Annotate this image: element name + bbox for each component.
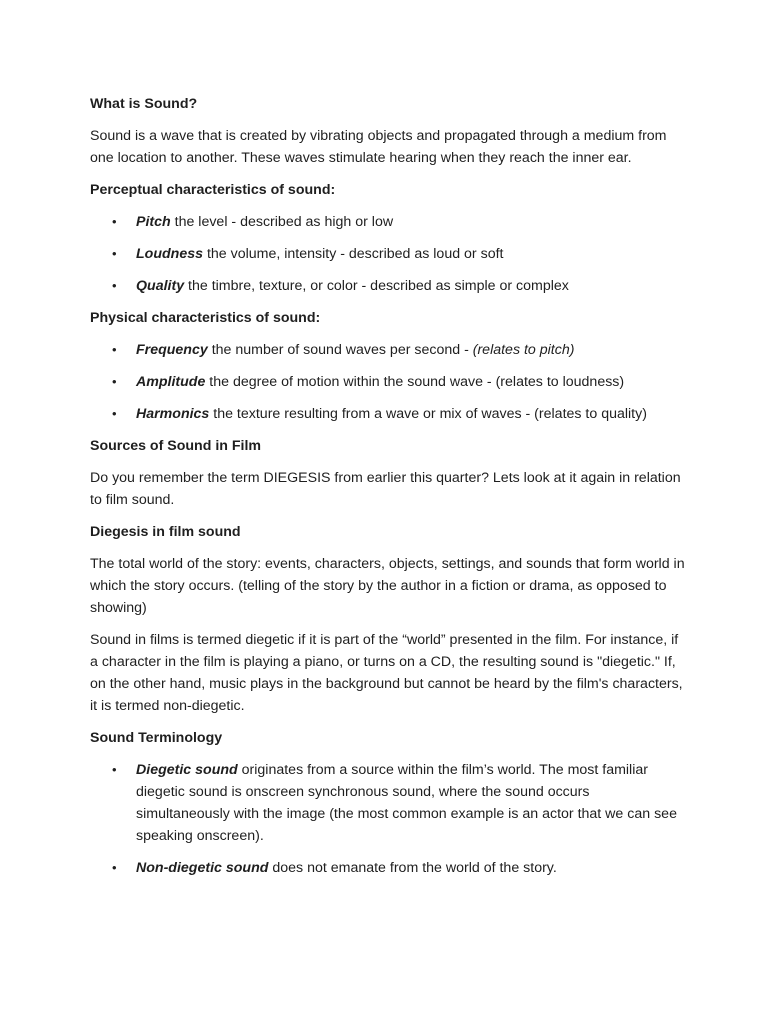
list-physical-characteristics [90,339,685,425]
term-description: the number of sound waves per second - [207,342,473,358]
heading-diegesis: Diegesis in film sound [90,524,241,540]
bullet-icon: • [112,246,117,261]
heading-perceptual-characteristics: Perceptual characteristics of sound: [90,182,336,198]
term-amplitude: Amplitude [136,374,206,390]
heading-what-is-sound: What is Sound? [90,96,198,112]
heading-physical-characteristics: Physical characteristics of sound: [90,310,321,326]
term-quality: Quality [136,278,185,294]
list-item [90,243,685,265]
term-description: the volume, intensity - described as loud or soft [203,246,504,262]
paragraph-sources: Do you remember the term DIEGESIS from earlier this quarter? Lets look at it again in relation to film sound. [90,470,681,508]
list-item [90,339,685,361]
heading-sound-terminology: Sound Terminology [90,730,223,746]
term-loudness: Loudness [136,246,204,262]
list-perceptual-characteristics [90,211,685,297]
bullet-icon: • [112,342,117,357]
paragraph-diegesis-definition: The total world of the story: events, characters, objects, settings, and sounds that form world in which the story occurs. (telling of the story by the author in a fiction or drama, as opposed to showing) [90,556,685,616]
bullet-icon: • [112,762,117,777]
paragraph-diegetic-explanation: Sound in films is termed diegetic if it is part of the “world” presented in the film. For instance, if a character in the film is playing a piano, or turns on a CD, the resulting sound is "diegetic." If, on the other hand, music plays in the background but cannot be heard by the film's characters, it is termed non-diegetic. [90,632,683,714]
list-item [90,857,685,879]
term-description: the timbre, texture, or color - described as simple or complex [184,278,569,294]
term-harmonics: Harmonics [136,406,210,422]
term-description: originates from a source within the film’s world. The most familiar diegetic sound is onscreen synchronous sound, where the sound occurs simultaneously with the image (the most common example is an actor that we can see speaking onscreen). [136,762,677,844]
list-sound-terminology [90,759,685,879]
bullet-icon: • [112,278,117,293]
list-item [90,211,685,233]
bullet-icon: • [112,860,117,875]
term-non-diegetic-sound: Non-diegetic sound [136,860,269,876]
term-description: the degree of motion within the sound wave - (relates to loudness) [205,374,625,390]
term-frequency: Frequency [136,342,208,358]
bullet-icon: • [112,406,117,421]
document-page [90,93,685,889]
list-item [90,403,685,425]
bullet-icon: • [112,214,117,229]
paragraph-sound-definition: Sound is a wave that is created by vibrating objects and propagated through a medium from one location to another. These waves stimulate hearing when they reach the inner ear. [90,128,667,166]
list-item [90,759,685,847]
list-item [90,275,685,297]
term-diegetic-sound: Diegetic sound [136,762,238,778]
heading-sources-of-sound: Sources of Sound in Film [90,438,262,454]
list-item [90,371,685,393]
term-description: the texture resulting from a wave or mix of waves - (relates to quality) [209,406,647,422]
term-note: (relates to pitch) [472,342,575,358]
term-description: does not emanate from the world of the story. [268,860,557,876]
term-pitch: Pitch [136,214,171,230]
bullet-icon: • [112,374,117,389]
term-description: the level - described as high or low [170,214,394,230]
